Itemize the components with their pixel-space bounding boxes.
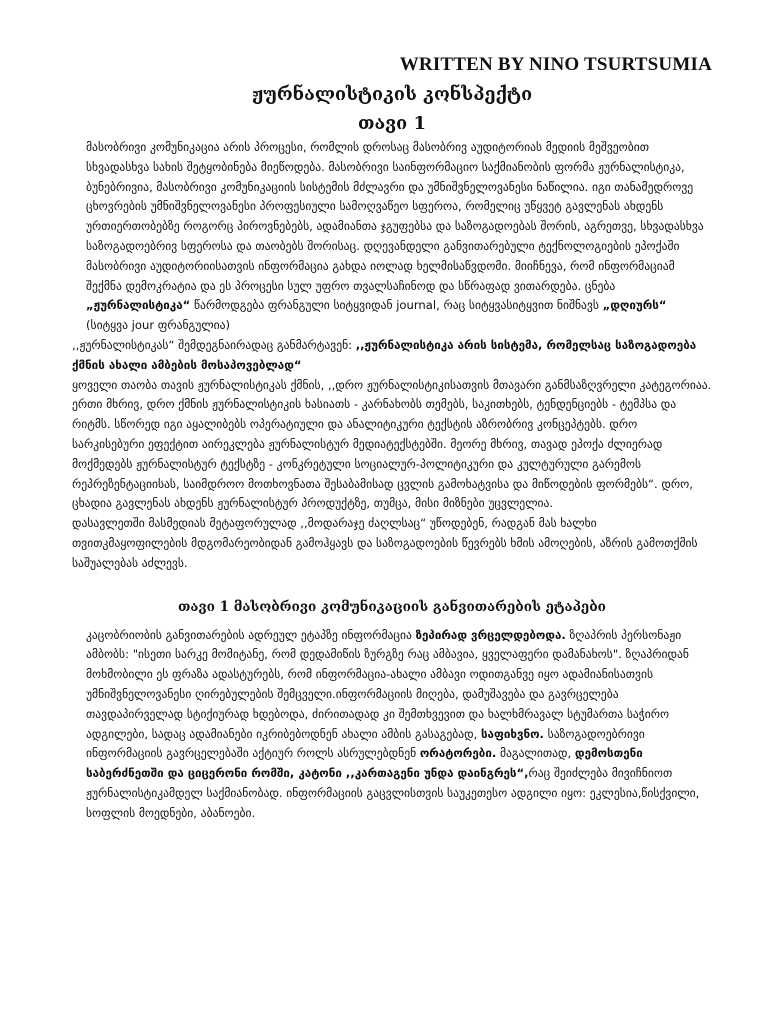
term-diary: „დღიურს“ [602,298,667,313]
section-1-body [72,138,712,574]
history-text-c: ზღაპრის პერსონაჟი ამბობს: "ისეთი სარკე მომიტანე, რომ დედამიწის ზურგზე რაც ამბავია, ყველაფერი დამანახოს". ზღაპრიდან მოხმობილი ეს ფრაზა ადასტურებს, რომ ინფორმაცია-ახალი ამბავი ოდითგანვე იყო ადამიანისათვის უმნიშვნელოვანესი ღირებულების შემცველი.ინფორმაციის მიღება, დამუშავება და გავრცელება თავდაპირველად სტიქიურად ხდებოდა, ძირითადად კი შემთხვევით და ხალხმრავალ სტუმართა საჭირო ადგილები, სადაც ადამიანები იკრიბებოდნენ ახალი ამბის გასაგებად, [86,627,689,741]
document-page [72,52,712,824]
paragraph-intro-mid: წარმოდგება ფრანგული სიტყვიდან journal, რაც სიტყვასიტყვით ნიშნავს [190,298,603,313]
term-journalism: „ჟურნალისტიკა“ [86,298,191,313]
definition-lead: ,,ჟურნალისტიკას“ შემდეგნაირადაც განმარტავენ: [72,337,356,352]
paragraph-watchdog: დასავლეთში მასმედიას მეტაფორულად ,,მოდარაჯე ძაღლსაც“ უწოდებენ, რადგან მას ხალხი თვითკმაყოფილების მდგომარეობიდან გამოჰყავს და საზოგადოების წევრებს ხმის ამოღების, აზრის გამოთქმის საშუალებას აძლევს. [72,516,698,570]
section-2-body [72,626,712,824]
paragraph-intro [72,138,712,336]
paragraph-time: ყოველი თაობა თავის ჟურნალისტიკას ქმნის, ,,დრო ჟურნალისტიკისათვის მთავარი განმსაზღვრელი კატეგორიაა. ერთი მხრივ, დრო ქმნის ჟურნალისტიკის ხასიათს - კარნახობს თემებს, საკითხებს, ტენდენციებს - ტემპსა და რიტმს. სწორედ იგი აყალიბებს ოპერატიული და ანალიტიკური ტექსტის აზრობრივ კონცეპტებს. დრო სარკისებური ეფექტით აირეკლება ჟურნალისტურ მედიატექსტებში. მეორე მხრივ, თავად ეპოქა ძლიერად მოქმედებს ჟურნალისტურ ტექსტზე - კონკრეტული სოციალურ-პოლიტიკური და კულტურული გარემოს რეპრეზენტაციისას, საიმდროო მოთხოვნათა შესაბამისად ცვლის გამოხატვისა და მიწოდების ფორმებს“. დრო, ცხადია გავლენას ახდენს ჟურნალისტურ პროდუქტზე, თუმცა, მისი მიზნები უცვლელია. [72,377,712,511]
history-text-a: კაცობრიობის განვითარების ადრეულ ეტაპზე ინფორმაცია [86,627,416,642]
document-title: ჟურნალისტიკის კონსპექტი [251,84,533,105]
history-text-g: მაგალითად, [496,746,575,761]
history-text-e: საზოგადოებრივი ინფორმაციის გავრცელებაში აქტიურ როლს ასრულებდნენ [86,726,645,761]
history-bold-examples: დემოსთენი საბერძნეთში და ციცერონი რომში, კატონი ,,კართაგენი უნდა დაინგრეს“, [86,746,643,781]
paragraph-intro-end: (სიტყვა jour ფრანგულია) [86,318,231,333]
paragraph-definition [72,336,712,376]
paragraph-intro-text: მასობრივი კომუნიკაცია არის პროცესი, რომლის დროსაც მასობრივ აუდიტორიას მედიის მეშვეობით სხვადასხვა სახის შეტყობინება მიეწოდება. მასობრივი საინფორმაციო საქმიანობის ფორმა ჟურნალისტიკა, ბუნებრივია, მასობრივი კომუნიკაციის სისტემის მძლავრი და უმნიშვნელოვანესი ნაწილია. იგი თანამედროვე ცხოვრების უმნიშვნელოვანესი პროფესიული სამოღვაწეო სფეროა, რომელიც უწყვეტ გავლენას ახდენს ურთიერთობებზე როგორც პიროვნებებს, ადამიანთა ჯგუფებსა და საზოგადოებას შორის, აგრეთვე, სხვადასხვა საზოგადოებრივ სფეროსა და თაობებს შორისაც. დღევანდელი განვითარებული ტექნოლოგიების ეპოქაში მასობრივი აუდიტორიისათვის ინფორმაცია გახდა იოლად ხელმისაწვდომი. მიიჩნევა, რომ ინფორმაციამ შექმნა დემოკრატია და ეს პროცესი სულ უფრო თვალსაჩინოდ და სწრაფად ვითარდება. ცნება [86,140,704,293]
history-text-i: რაც შეიძლება მივიჩნიოთ ჟურნალისტიკამდელ საქმიანობად. ინფორმაციის გაცვლისთვის საუკეთესო ადგილი იყო: ეკლესია,წისქვილი, სოფლის მოედნები, აბანოები. [86,766,700,820]
chapter-heading: თავი 1 [358,113,426,134]
author-line: WRITTEN BY NINO TSURTSUMIA [399,54,712,75]
section-2-heading: თავი 1 მასობრივი კომუნიკაციის განვითარების ეტაპები [178,598,606,615]
history-bold-orators: ორატორები. [419,746,497,761]
definition-bold: ,,ჟურნალისტიკა არის სისტემა, რომელსაც საზოგადოება ქმნის ახალი ამბების მოსაპოვებლად“ [72,337,697,372]
history-bold-safikhvno: საფიხვნო. [480,726,544,741]
history-bold-oral: ზეპირად ვრცელდებოდა. [415,627,566,642]
paragraph-history [72,626,712,824]
